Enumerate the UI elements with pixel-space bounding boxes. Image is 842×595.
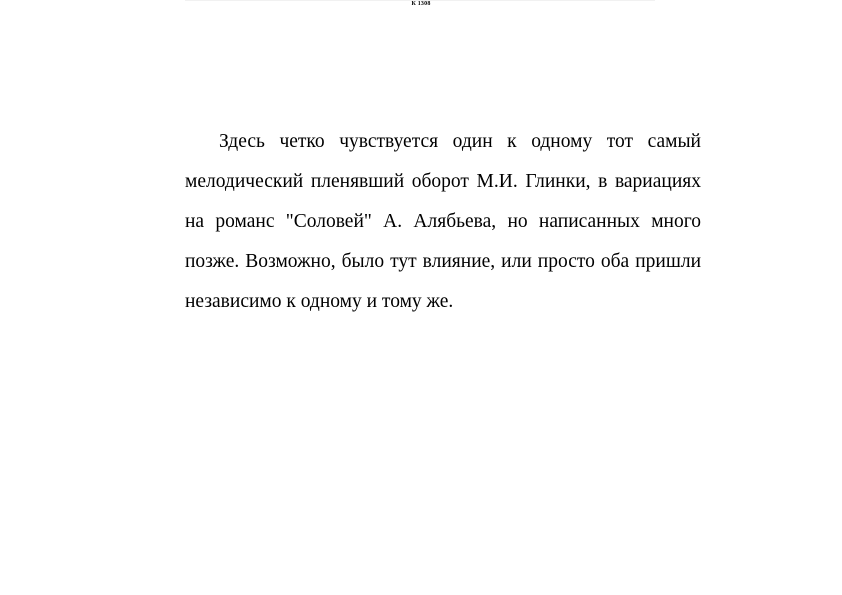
body-paragraph: Здесь четко чувствуется один к одному тот самый мелодический пленявший оборот М.И. Глинки, в вариациях на романс "Соловей" А. Алябьева, но написанных много позже. Возможно, было тут влияние, или просто оба пришли независимо к одному и тому же. [185, 131, 701, 312]
page-header-mark: К 1308 [411, 1, 431, 7]
